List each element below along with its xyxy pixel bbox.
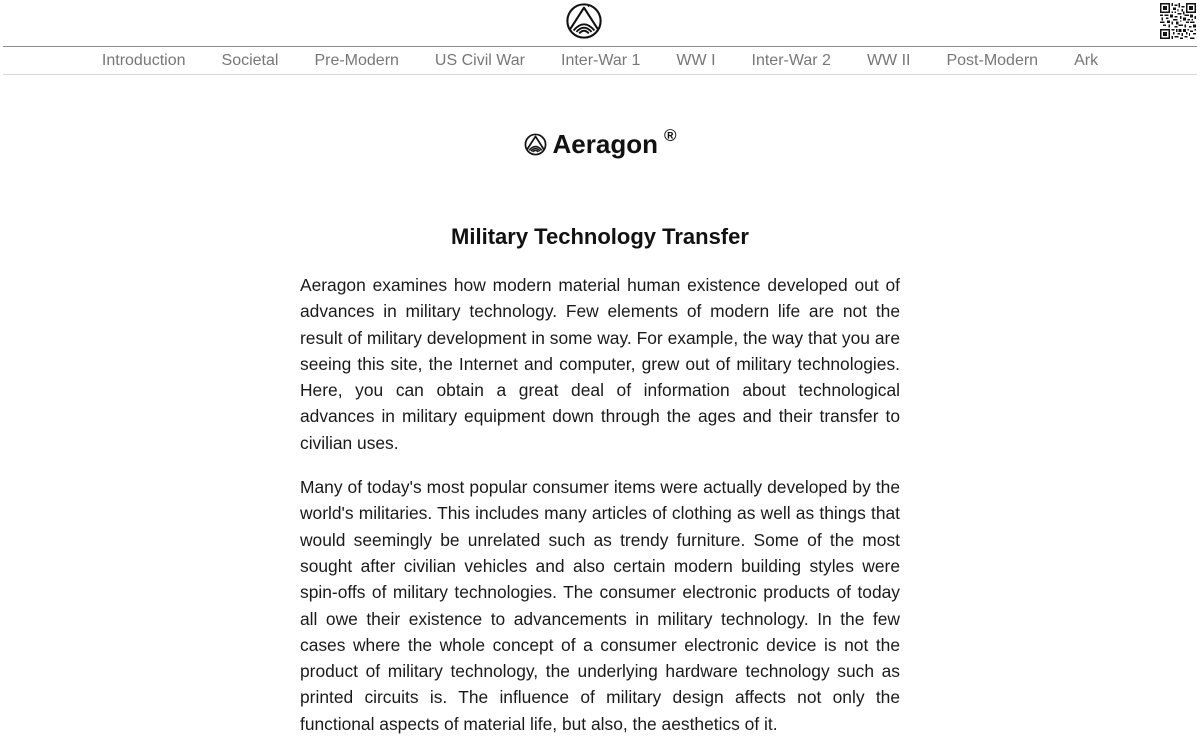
article-paragraph-2: Many of today's most popular consumer items were actually developed by the world's militaries. This includes many articles of clothing as well as things that would seemingly be unrelated such as trendy furniture. Some of the most sought after civilian vehicles and also certain modern building styles were spin-offs of military technologies. The consumer electronic products of today all owe their existence to advancements in military technology. In the few cases where the whole concept of a consumer electronic device is not the product of military technology, the underlying hardware technology such as printed circuits is. The influence of military design affects not only the functional aspects of material life, but also, the aesthetics of it. [300,477,900,734]
nav-ww-ii[interactable]: WW II [866,51,911,69]
page-title: Military Technology Transfer [451,224,749,249]
registered-mark: ® [663,126,677,145]
nav-divider [3,74,1197,75]
nav-ww-i[interactable]: WW I [676,51,716,69]
brand-name: Aeragon [552,129,658,159]
nav-inter-war-2[interactable]: Inter-War 2 [751,51,831,69]
brand-lockup [524,124,677,164]
nav-ark[interactable]: Ark [1074,51,1099,69]
aeragon-logo-icon [524,133,547,156]
brand-heading [0,124,1200,167]
nav-us-civil-war[interactable]: US Civil War [434,51,525,69]
nav-introduction[interactable]: Introduction [101,51,186,69]
nav-pre-modern[interactable]: Pre-Modern [314,51,399,69]
top-header [0,0,1200,46]
nav-post-modern[interactable]: Post-Modern [946,51,1039,69]
article-paragraph-1: Aeragon examines how modern material human existence developed out of advances in military technology. Few elements of modern life are not the result of military development in some way. For example, the way that you are seeing this site, the Internet and computer, grew out of military technologies. Here, you can obtain a great deal of information about technological advances in military equipment down through the ages and their transfer to civilian uses. [300,275,900,453]
nav-inter-war-1[interactable]: Inter-War 1 [561,51,641,69]
nav-societal[interactable]: Societal [221,51,279,69]
article-body [300,272,900,740]
qr-code-icon[interactable] [1160,3,1196,39]
aeragon-logo-icon[interactable] [565,2,603,40]
main-nav [0,47,1200,74]
